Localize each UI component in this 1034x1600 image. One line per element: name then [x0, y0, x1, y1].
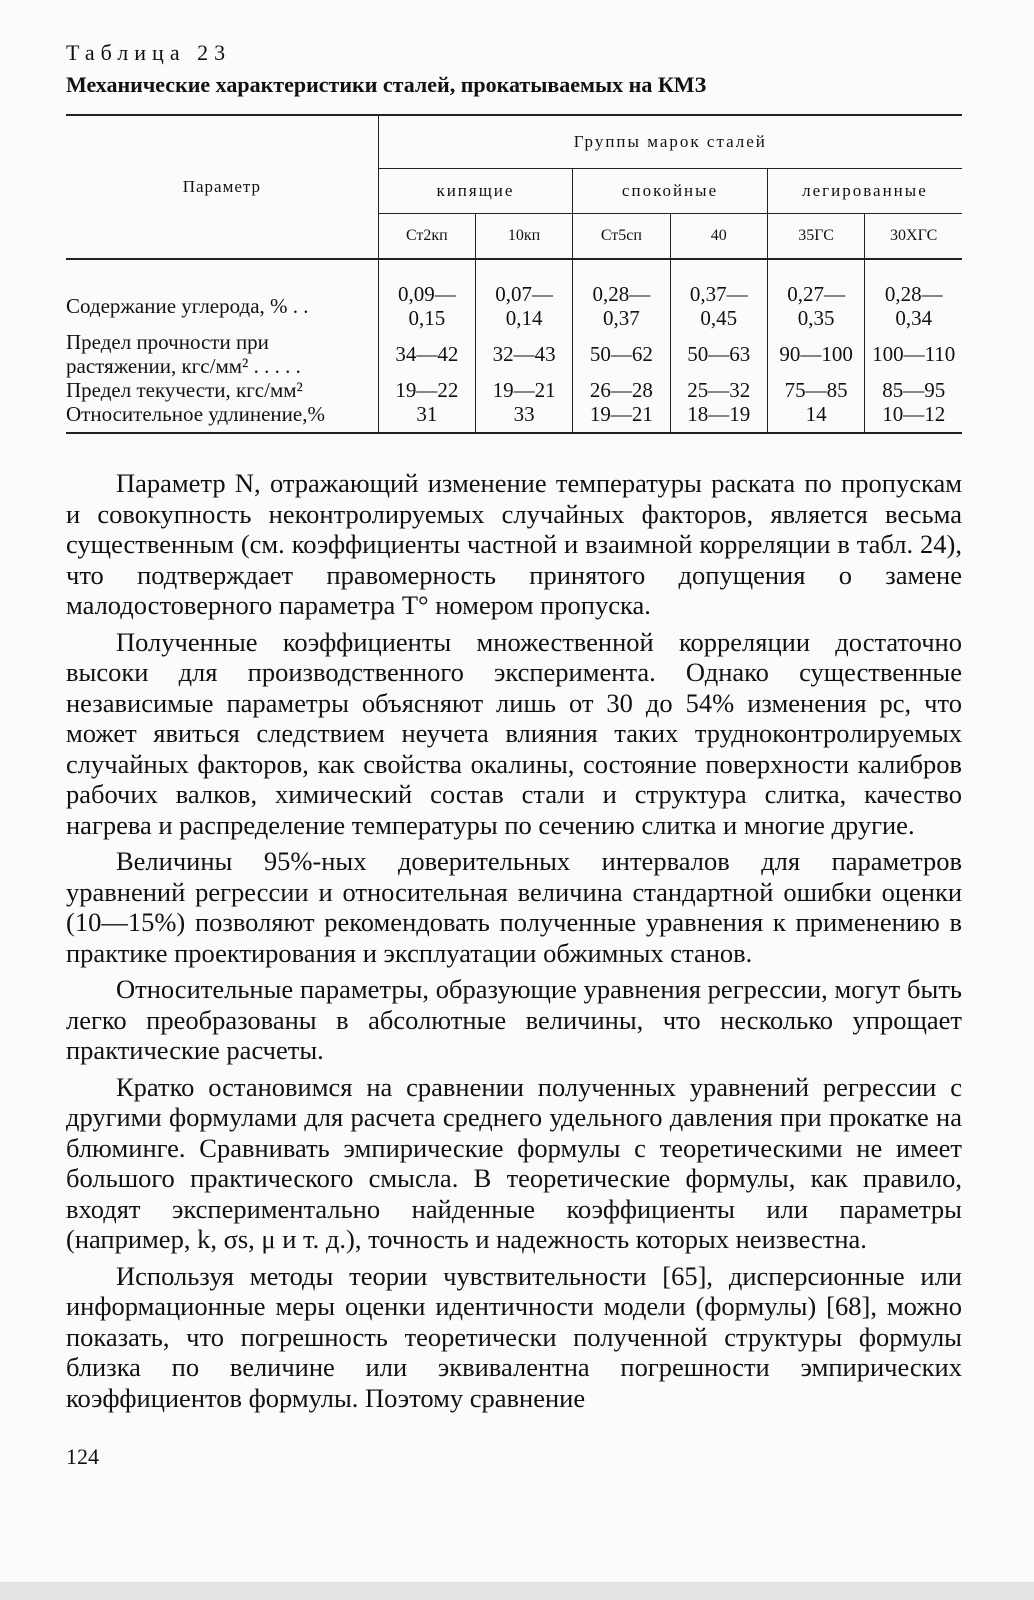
grade-header: 40 — [670, 214, 767, 260]
steel-properties-table — [66, 114, 962, 434]
table-cell: 0,28— 0,37 — [573, 259, 670, 330]
table-cell: 10—12 — [865, 402, 962, 433]
table-cell: 34—42 — [378, 330, 475, 378]
table-cell: 18—19 — [670, 402, 767, 433]
paragraph: Полученные коэффициенты множественной корреляции достаточно высоки для производственного эксперимента. Однако существенные независимые параметры объясняют лишь от 30 до 54% изменения pс, что может явиться следствием неучета влияния таких трудноконтролируемых случайных факторов, как свойства окалины, состояние поверхности калибров рабочих валков, химический состав стали и структура слитка, качество нагрева и распределение температуры по сечению слитка и многие другие. — [66, 626, 962, 840]
scan-edge — [0, 1582, 1034, 1600]
table-cell: 33 — [475, 402, 572, 433]
table-row — [66, 378, 962, 402]
parameter-name: Предел текучести, кгс/мм² — [66, 378, 303, 402]
table-cell: 90—100 — [767, 330, 865, 378]
paragraph: Параметр N, отражающий изменение температуры раската по пропускам и совокупность неконтролируемых случайных факторов, является весьма существенным (см. коэффициенты частной и взаимной корреляции в табл. 24), что подтверждает правомерность принятого допущения о замене малодостоверного параметра T° номером пропуска. — [66, 468, 962, 620]
table-cell: 19—21 — [573, 402, 670, 433]
page-content — [66, 40, 962, 1419]
table-row — [66, 259, 962, 330]
table-cell: 14 — [767, 402, 865, 433]
parameter-name: Относительное удлинение,% — [66, 402, 378, 433]
paragraph: Относительные параметры, образующие уравнения регрессии, могут быть легко преобразованы в абсолютные величины, что несколько упрощает практические расчеты. — [66, 974, 962, 1065]
table-cell: 50—63 — [670, 330, 767, 378]
parameter-name: Содержание углерода, % . . — [66, 294, 309, 318]
grade-header: Ст5сп — [573, 214, 670, 260]
table-cell: 50—62 — [573, 330, 670, 378]
paragraph: Кратко остановимся на сравнении полученных уравнений регрессии с другими формулами для расчета среднего удельного давления при прокатке на блюминге. Сравнивать эмпирические формулы с теоретическими не имеет большого практического смысла. В теоретические формулы, как правило, входят экспериментально найденные коэффициенты или параметры (например, k, σs, μ и т. д.), точность и надежность которых неизвестна. — [66, 1071, 962, 1254]
table-row — [66, 402, 962, 433]
table-cell: 0,09— 0,15 — [378, 259, 475, 330]
grade-header: Ст2кп — [378, 214, 475, 260]
table-cell: 25—32 — [670, 378, 767, 402]
groups-header: Группы марок сталей — [378, 115, 962, 169]
table-cell: 100—110 — [865, 330, 962, 378]
group-alloyed: легированные — [767, 169, 962, 214]
table-cell: 75—85 — [767, 378, 865, 402]
page-number: 124 — [66, 1444, 99, 1469]
group-boiling: кипящие — [378, 169, 572, 214]
parameter-name: Предел прочности при растяжении, кгс/мм² . . . . . — [66, 330, 301, 378]
table-cell: 19—22 — [378, 378, 475, 402]
grade-header: 30ХГС — [865, 214, 962, 260]
table-cell: 19—21 — [475, 378, 572, 402]
table-label: Таблица 23 — [66, 40, 232, 65]
table-cell: 0,27— 0,35 — [767, 259, 865, 330]
grade-header: 35ГС — [767, 214, 865, 260]
table-cell: 0,07— 0,14 — [475, 259, 572, 330]
table-title: Механические характеристики сталей, прокатываемых на КМЗ — [66, 72, 707, 97]
table-cell: 32—43 — [475, 330, 572, 378]
table-row — [66, 330, 962, 378]
paragraph: Используя методы теории чувствительности [65], дисперсионные или информационные меры оценки идентичности модели (формулы) [68], можно показать, что погрешность теоретически полученной структуры формулы близка по величине или эквивалентна погрешности эмпирических коэффициентов формулы. Поэтому сравнение — [66, 1260, 962, 1413]
grade-header: 10кп — [475, 214, 572, 260]
table-cell: 0,28— 0,34 — [865, 259, 962, 330]
table-cell: 31 — [378, 402, 475, 433]
param-column-header: Параметр — [66, 115, 378, 259]
table-cell: 26—28 — [573, 378, 670, 402]
table-cell: 85—95 — [865, 378, 962, 402]
table-cell: 0,37— 0,45 — [670, 259, 767, 330]
paragraph: Величины 95%-ных доверительных интервалов для параметров уравнений регрессии и относительная величина стандартной ошибки оценки (10—15%) позволяют рекомендовать полученные уравнения к применению в практике проектирования и эксплуатации обжимных станов. — [66, 846, 962, 968]
group-killed: спокойные — [573, 169, 768, 214]
table-body — [66, 259, 962, 433]
